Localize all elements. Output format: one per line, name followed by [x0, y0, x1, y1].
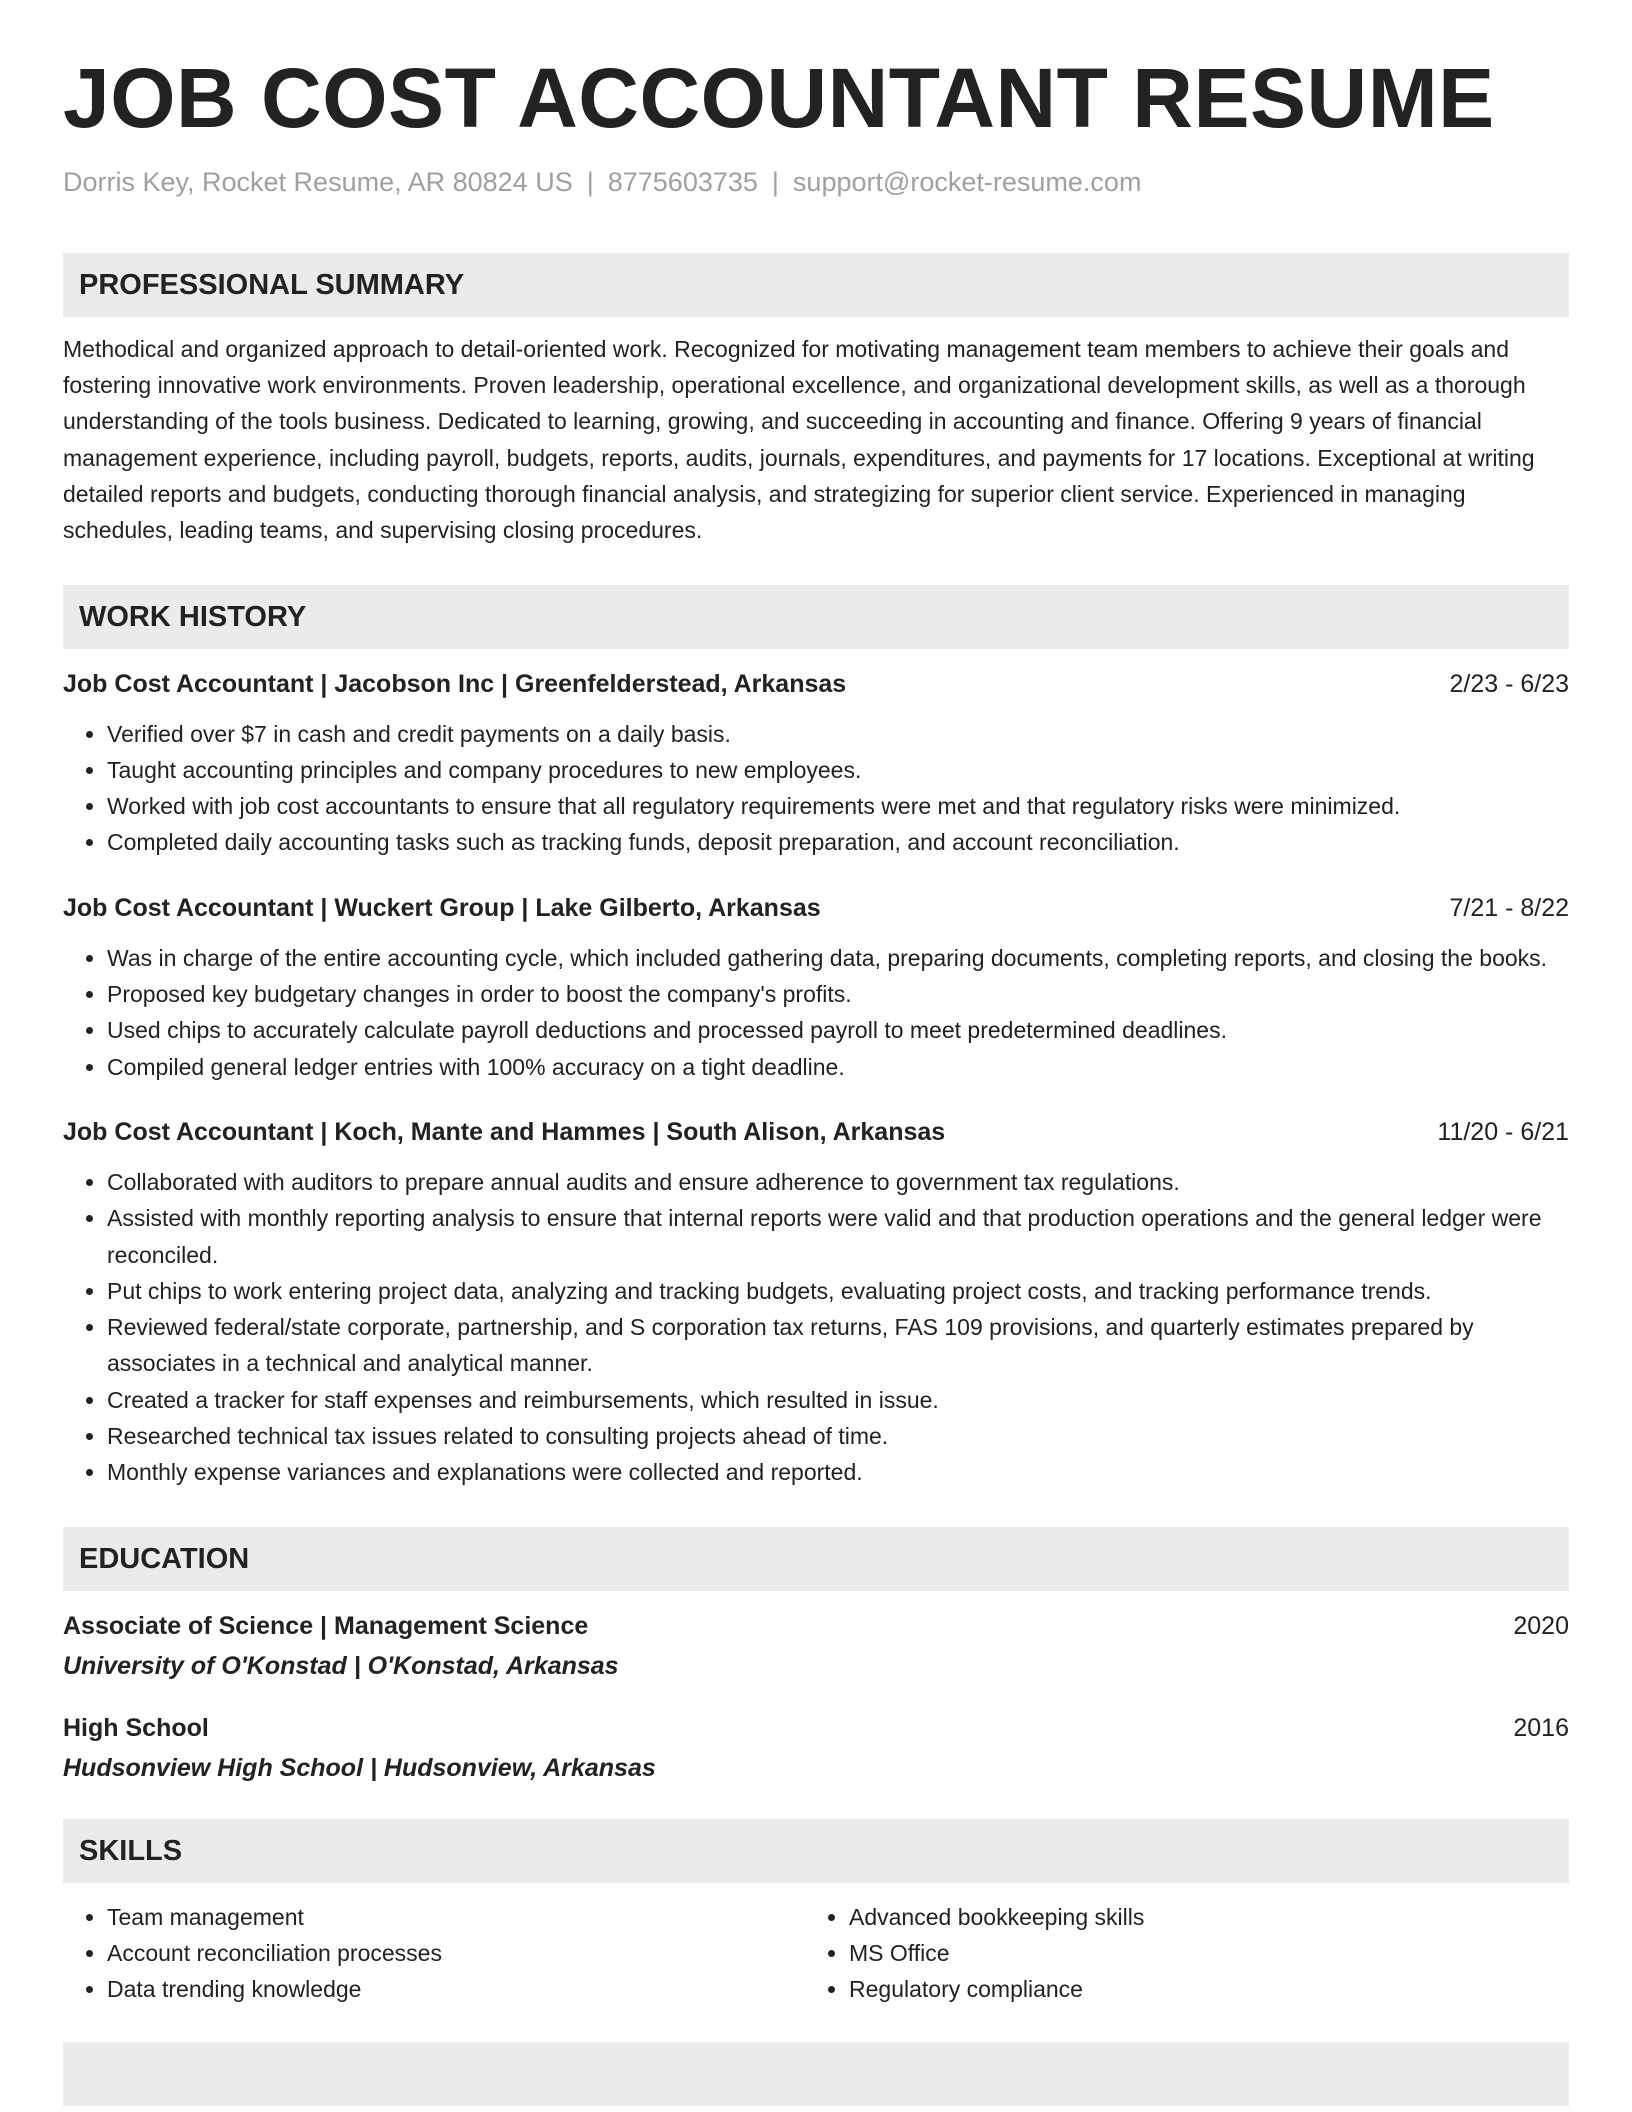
contact-phone: 8775603735	[607, 167, 758, 198]
job-entry	[63, 893, 1569, 1085]
education-entry	[63, 1713, 1569, 1783]
job-bullet: • Worked with job cost accountants to ensure that all regulatory requirements were met and that regulatory risks were minimized.	[107, 788, 1569, 824]
job-bullet: • Proposed key budgetary changes in order to boost the company's profits.	[107, 976, 1569, 1012]
job-bullet: • Monthly expense variances and explanations were collected and reported.	[107, 1454, 1569, 1490]
job-bullet: • Taught accounting principles and company procedures to new employees.	[107, 752, 1569, 788]
education-school: University of O'Konstad | O'Konstad, Arkansas	[63, 1651, 619, 1680]
skills-column	[63, 1899, 805, 2008]
job-bullets	[63, 1164, 1569, 1491]
education-header	[63, 1611, 1569, 1641]
job-bullet: • Created a tracker for staff expenses and reimbursements, which resulted in issue.	[107, 1382, 1569, 1418]
summary-text: Methodical and organized approach to detail-oriented work. Recognized for motivating management team members to achieve their goals and fostering innovative work environments. Proven leadership, operational excellence, and organizational development skills, as well as a thorough understanding of the tools business. Dedicated to learning, growing, and succeeding in accounting and finance. Offering 9 years of financial management experience, including payroll, budgets, reports, audits, journals, expenditures, and payments for 17 locations. Exceptional at writing detailed reports and budgets, conducting thorough financial analysis, and strategizing for superior client service. Experienced in managing schedules, leading teams, and supervising closing procedures.	[63, 335, 1535, 544]
skill-item: • Data trending knowledge	[107, 1971, 805, 2007]
job-header	[63, 1117, 1569, 1147]
education-year: 2016	[1513, 1713, 1569, 1742]
work-history-heading: WORK HISTORY	[63, 585, 1569, 649]
job-bullet: • Used chips to accurately calculate payroll deductions and processed payroll to meet predetermined deadlines.	[107, 1012, 1569, 1048]
education-heading: EDUCATION	[63, 1527, 1569, 1591]
job-header	[63, 669, 1569, 699]
next-section-heading	[63, 2042, 1569, 2106]
job-dates: 7/21 - 8/22	[1449, 893, 1569, 922]
job-dates: 11/20 - 6/21	[1437, 1117, 1569, 1146]
education-school: Hudsonview High School | Hudsonview, Arkansas	[63, 1753, 656, 1782]
resume-title: JOB COST ACCOUNTANT RESUME	[63, 51, 1495, 145]
contact-separator: |	[771, 167, 779, 198]
skill-item: • Team management	[107, 1899, 805, 1935]
job-title: Job Cost Accountant | Koch, Mante and Hammes | South Alison, Arkansas	[63, 1117, 946, 1146]
job-bullets	[63, 940, 1569, 1085]
skill-item: • Regulatory compliance	[849, 1971, 1569, 2007]
skills-column	[805, 1899, 1569, 2008]
job-bullet: • Assisted with monthly reporting analysis to ensure that internal reports were valid and that production operations and the general ledger were reconciled.	[107, 1200, 1569, 1273]
job-bullet: • Was in charge of the entire accounting cycle, which included gathering data, preparing documents, completing reports, and closing the books.	[107, 940, 1569, 976]
job-title: Job Cost Accountant | Jacobson Inc | Greenfelderstead, Arkansas	[63, 669, 847, 698]
summary-heading: PROFESSIONAL SUMMARY	[63, 253, 1569, 317]
education-degree: Associate of Science | Management Science	[63, 1611, 589, 1640]
education-degree: High School	[63, 1713, 209, 1742]
skill-item: • MS Office	[849, 1935, 1569, 1971]
job-bullet: • Compiled general ledger entries with 100% accuracy on a tight deadline.	[107, 1049, 1569, 1085]
education-header	[63, 1713, 1569, 1743]
job-bullet: • Completed daily accounting tasks such as tracking funds, deposit preparation, and account reconciliation.	[107, 824, 1569, 860]
job-bullets	[63, 716, 1569, 861]
contact-separator: |	[586, 167, 594, 198]
contact-line	[63, 166, 1569, 198]
skills-grid	[63, 1899, 1569, 2008]
job-bullet: • Collaborated with auditors to prepare annual audits and ensure adherence to government tax regulations.	[107, 1164, 1569, 1200]
education-year: 2020	[1513, 1611, 1569, 1640]
education-entry	[63, 1611, 1569, 1681]
job-bullet: • Verified over $7 in cash and credit payments on a daily basis.	[107, 716, 1569, 752]
job-title: Job Cost Accountant | Wuckert Group | Lake Gilberto, Arkansas	[63, 893, 821, 922]
contact-email: support@rocket-resume.com	[792, 167, 1142, 198]
job-entry	[63, 669, 1569, 861]
job-bullet: • Researched technical tax issues related to consulting projects ahead of time.	[107, 1418, 1569, 1454]
job-bullet: • Put chips to work entering project data, analyzing and tracking budgets, evaluating project costs, and tracking performance trends.	[107, 1273, 1569, 1309]
job-header	[63, 893, 1569, 923]
skills-heading: SKILLS	[63, 1819, 1569, 1883]
job-dates: 2/23 - 6/23	[1449, 669, 1569, 698]
skill-item: • Account reconciliation processes	[107, 1935, 805, 1971]
skill-item: • Advanced bookkeeping skills	[849, 1899, 1569, 1935]
contact-address: Dorris Key, Rocket Resume, AR 80824 US	[63, 167, 573, 198]
job-bullet: • Reviewed federal/state corporate, partnership, and S corporation tax returns, FAS 109 provisions, and quarterly estimates prepared by associates in a technical and analytical manner.	[107, 1309, 1569, 1382]
job-entry	[63, 1117, 1569, 1491]
